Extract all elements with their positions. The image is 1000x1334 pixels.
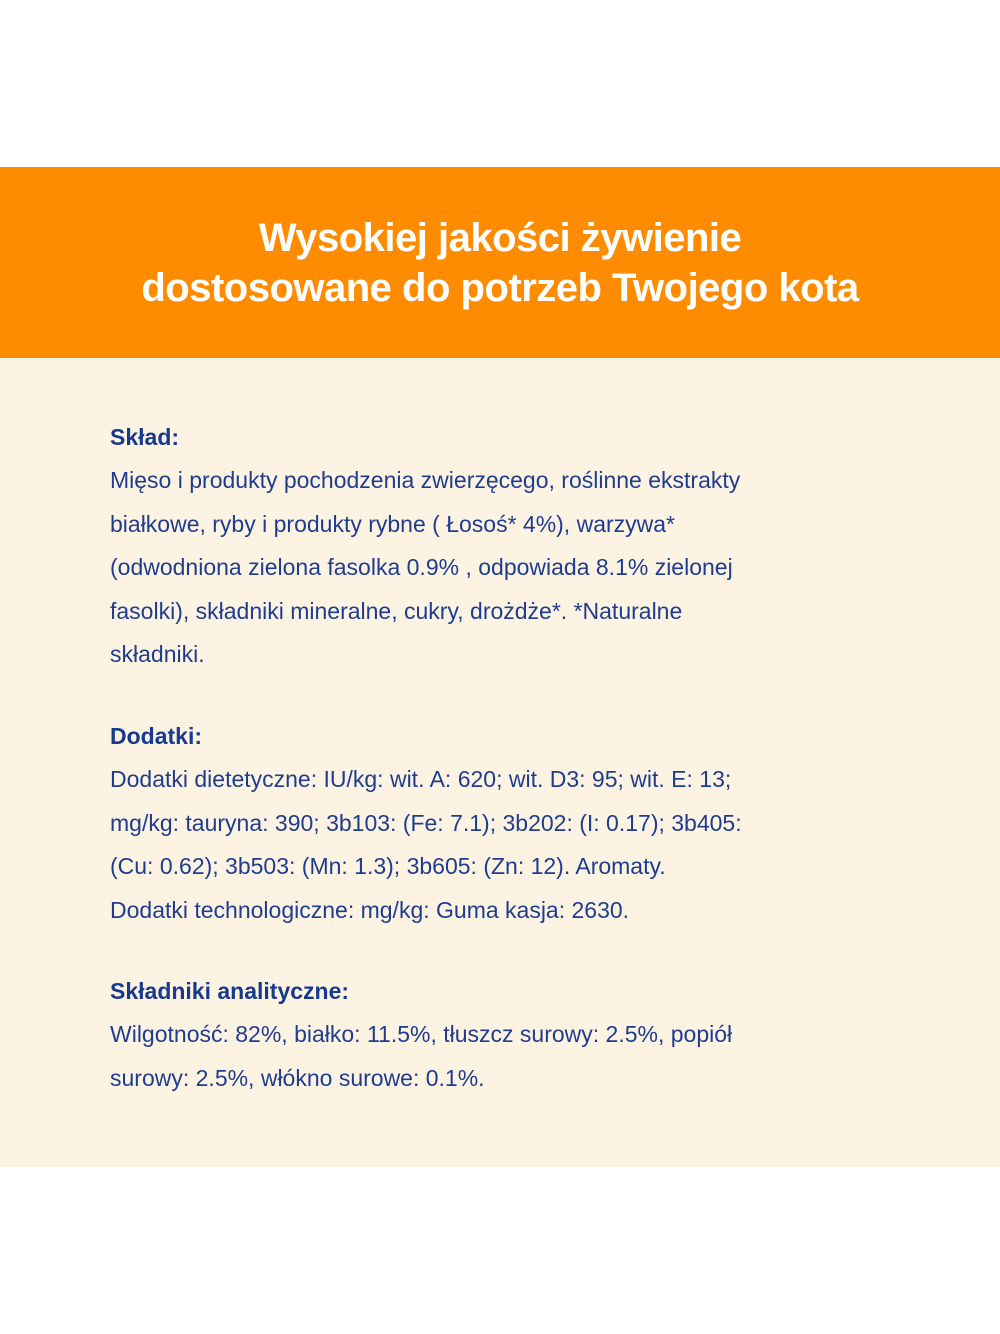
additives-line: Dodatki technologiczne: mg/kg: Guma kasja: 2630.	[110, 896, 630, 923]
additives-line: (Cu: 0.62); 3b503: (Mn: 1.3); 3b605: (Zn: 12). Aromaty.	[110, 853, 666, 879]
section-additives	[110, 715, 890, 932]
header-title-line-1: Wysokiej jakości żywienie	[258, 215, 742, 260]
section-analytical-constituents	[110, 970, 890, 1100]
content-panel	[0, 358, 1000, 1167]
composition-line: (odwodniona zielona fasolka 0.9% , odpowiada 8.1% zielonej	[110, 554, 733, 580]
analytical-line: surowy: 2.5%, włókno surowe: 0.1%.	[110, 1064, 485, 1091]
section-title-composition: Skład:	[110, 424, 180, 450]
header-banner	[0, 167, 1000, 358]
header-title-line-2: dostosowane do potrzeb Twojego kota	[141, 265, 859, 310]
additives-line: mg/kg: tauryna: 390; 3b103: (Fe: 7.1); 3b202: (I: 0.17); 3b405:	[110, 809, 742, 836]
composition-line: składniki.	[110, 641, 205, 667]
section-title-analytical: Składniki analityczne:	[110, 978, 350, 1004]
analytical-line: Wilgotność: 82%, białko: 11.5%, tłuszcz surowy: 2.5%, popiół	[110, 1021, 733, 1047]
composition-line: białkowe, ryby i produkty rybne ( Łosoś* 4%), warzywa*	[110, 510, 676, 537]
composition-line: fasolki), składniki mineralne, cukry, drożdże*. *Naturalne	[110, 597, 683, 624]
section-title-additives: Dodatki:	[110, 723, 202, 749]
composition-line: Mięso i produkty pochodzenia zwierzęcego, roślinne ekstrakty	[110, 467, 741, 493]
section-composition	[110, 416, 890, 677]
additives-line: Dodatki dietetyczne: IU/kg: wit. A: 620; wit. D3: 95; wit. E: 13;	[110, 766, 732, 792]
